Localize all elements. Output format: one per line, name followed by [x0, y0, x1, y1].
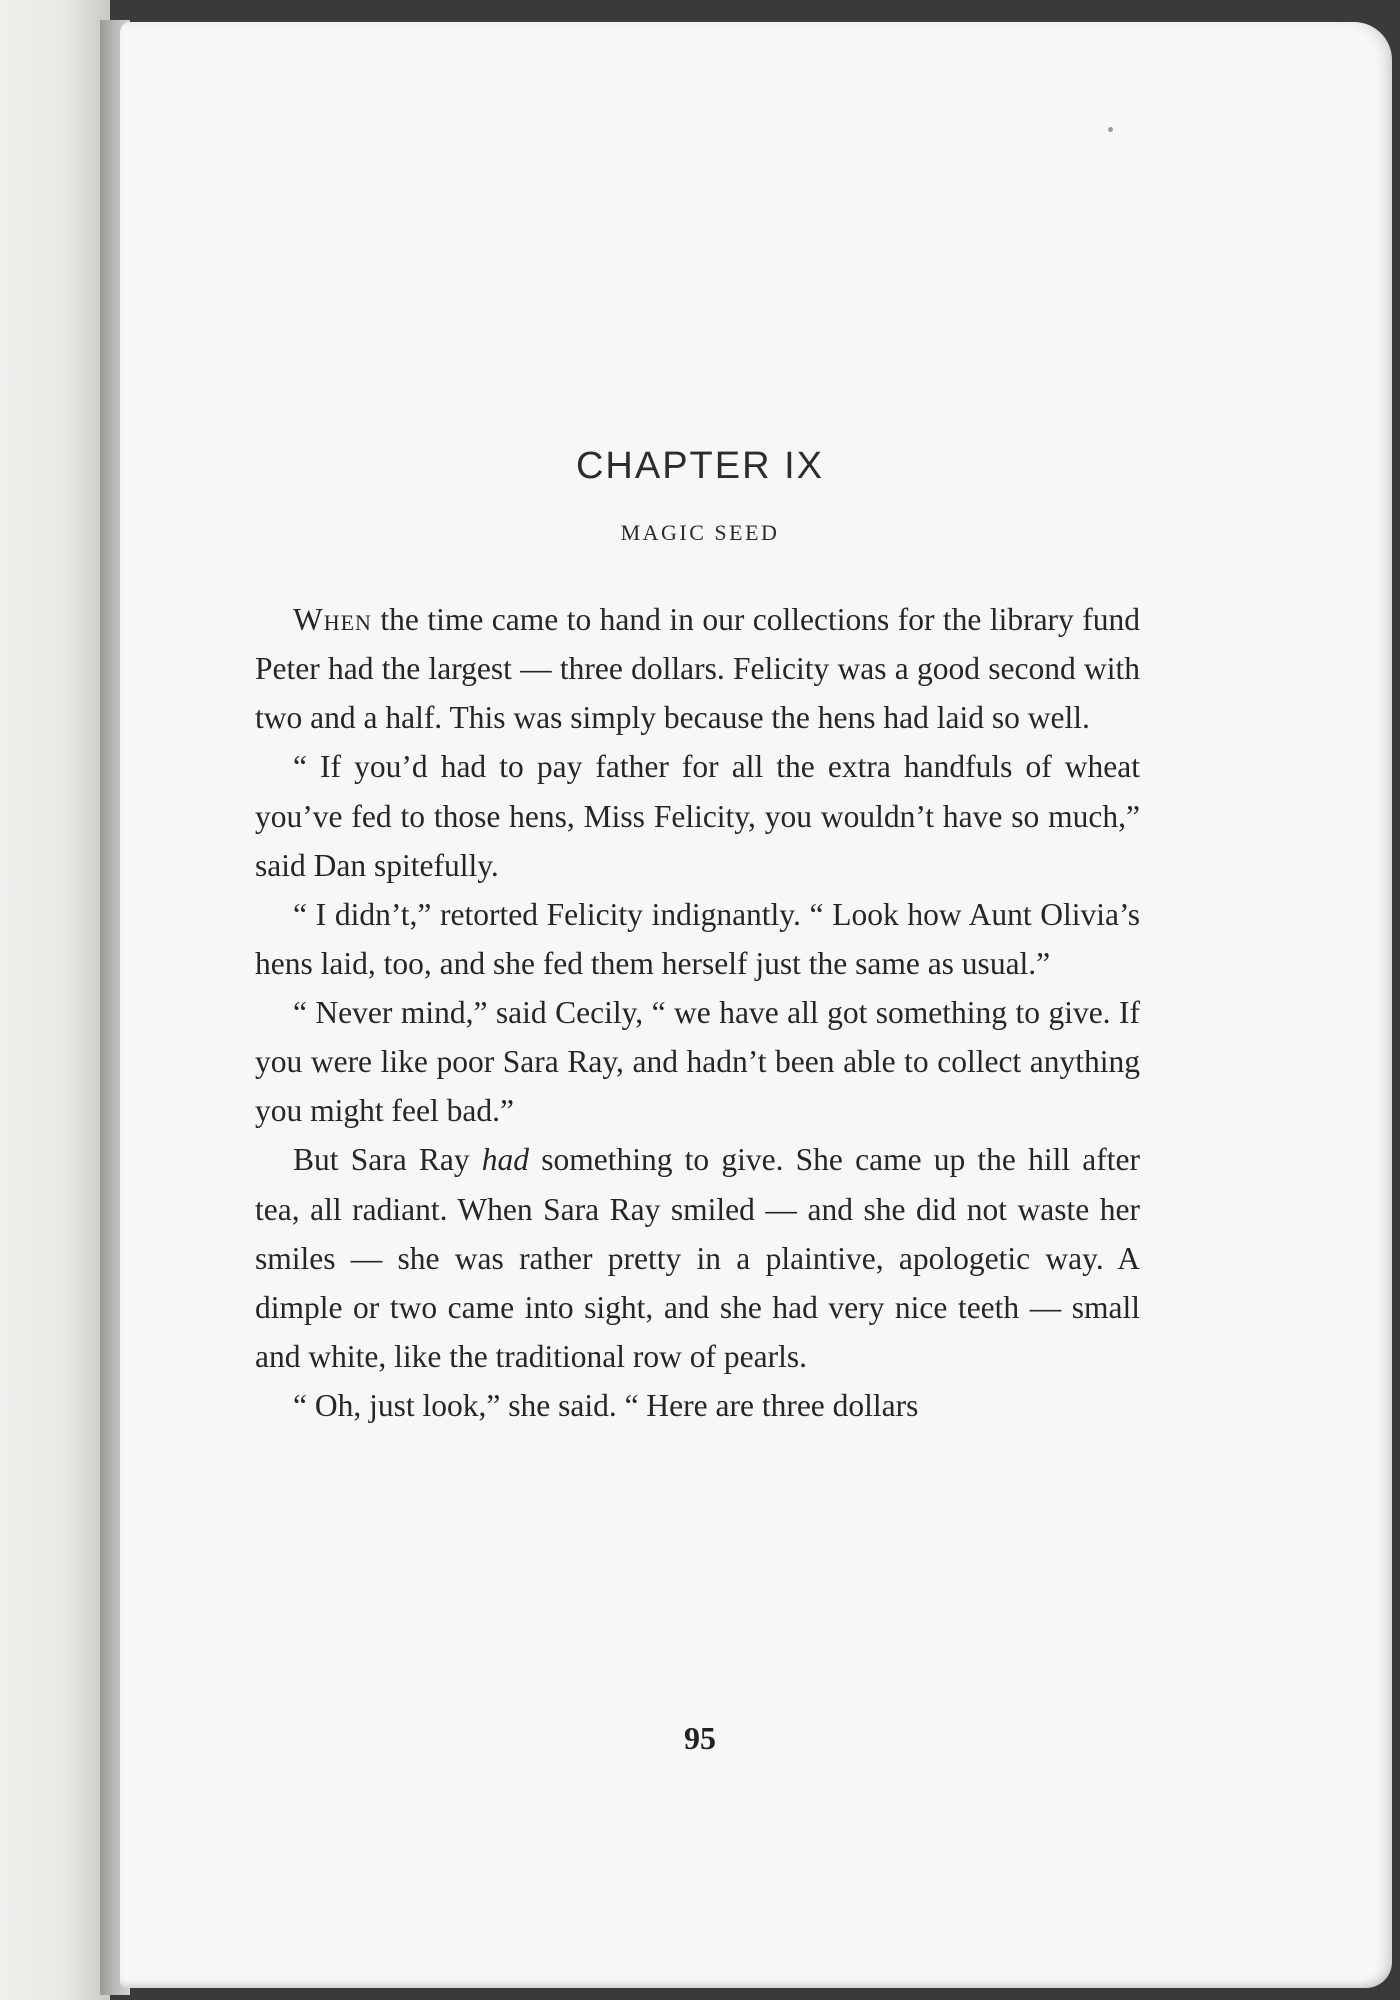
- paragraph-2: “ If you’d had to pay father for all the extra handfuls of wheat you’ve fed to those hens, Miss Felicity, you wouldn’t have so much,” said Dan spitefully.: [255, 749, 1140, 883]
- paragraph-6: “ Oh, just look,” she said. “ Here are three dollars: [293, 1388, 919, 1423]
- paragraph-1: [255, 595, 1140, 742]
- facing-page-edge: [0, 0, 110, 2000]
- chapter-subtitle: MAGIC SEED: [620, 520, 780, 545]
- paragraph-5: [255, 1135, 1140, 1381]
- paragraph-text: something to give. She came up the hill after tea, all radiant. When Sara Ray smiled — and she did not waste her smiles — she was rather pretty in a plaintive, apologetic way. A dimple or two came into sight, and she had very nice teeth — small and white, like the traditional row of pearls.: [255, 1142, 1140, 1374]
- paragraph-lead-word: When: [293, 602, 372, 637]
- paragraph-3: “ I didn’t,” retorted Felicity indignantly. “ Look how Aunt Olivia’s hens laid, too, and she fed them herself just the same as usual.”: [255, 896, 1140, 981]
- page-number: 95: [684, 1720, 716, 1756]
- paper-speck: [1108, 127, 1113, 132]
- paragraph-text: the time came to hand in our collections for the library fund Peter had the largest — three dollars. Felicity was a good second with two and a half. This was simply because the hens had laid so well.: [255, 602, 1140, 736]
- paragraph-text: But Sara Ray: [293, 1142, 482, 1178]
- paragraph-4: “ Never mind,” said Cecily, “ we have all got something to give. If you were like poor Sara Ray, and hadn’t been able to collect anything you might feel bad.”: [255, 995, 1140, 1129]
- paragraph-emphasis: had: [481, 1142, 530, 1178]
- chapter-body: [255, 595, 1140, 1430]
- chapter-title: CHAPTER IX: [575, 445, 825, 488]
